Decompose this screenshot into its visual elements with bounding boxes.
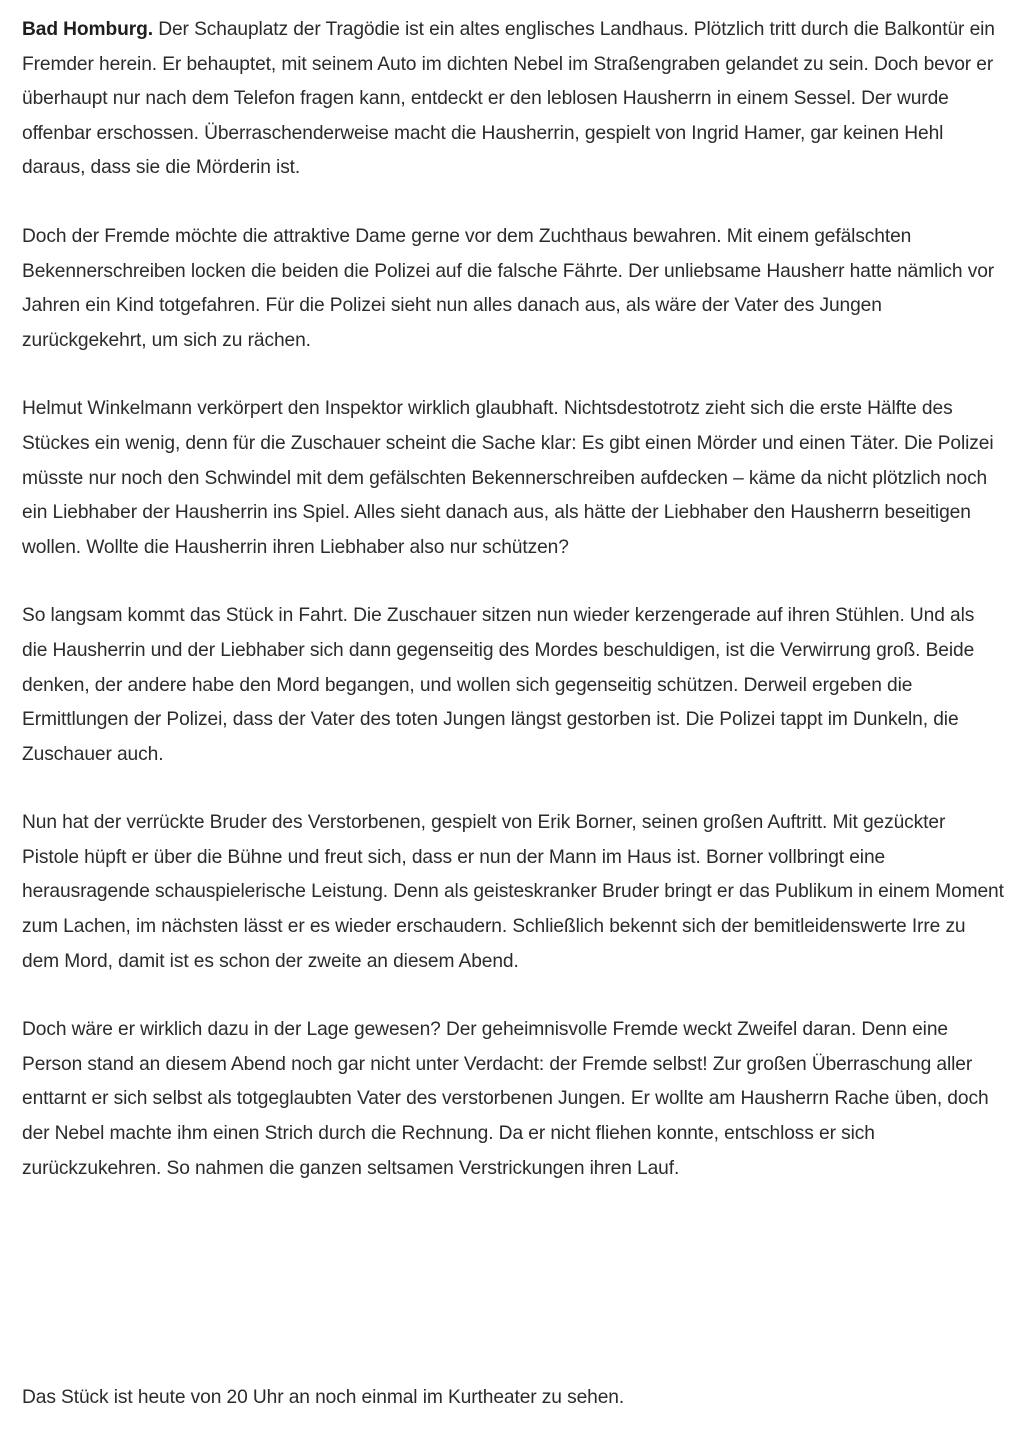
paragraph-1: [22, 13, 1004, 186]
paragraph-3: Helmut Winkelmann verkörpert den Inspektor wirklich glaubhaft. Nichtsdestotrotz zieht sich die erste Hälfte des Stückes ein wenig, denn für die Zuschauer scheint die Sache klar: Es gibt einen Mörder und einen Täter. Die Polizei müsste nur noch den Schwindel mit dem gefälschten Bekennerschreiben aufdecken – käme da nicht plötzlich noch ein Liebhaber der Hausherrin ins Spiel. Alles sieht danach aus, als hätte der Liebhaber den Hausherrn beseitigen wollen. Wollte die Hausherrin ihren Liebhaber also nur schützen?: [22, 398, 994, 558]
dateline: Bad Homburg.: [22, 19, 153, 40]
closing-note: Das Stück ist heute von 20 Uhr an noch einmal im Kurtheater zu sehen.: [22, 1387, 625, 1408]
article-body: [22, 13, 1004, 1220]
paragraph-6: Doch wäre er wirklich dazu in der Lage gewesen? Der geheimnisvolle Fremde weckt Zweifel daran. Denn eine Person stand an diesem Abend noch gar nicht unter Verdacht: der Fremde selbst! Zur großen Überraschung aller enttarnt er sich selbst als totgeglaubten Vater des verstorbenen Jungen. Er wollte am Hausherrn Rache üben, doch der Nebel machte ihm einen Strich durch die Rechnung. Da er nicht fliehen konnte, entschloss er sich zurückzukehren. So nahmen die ganzen seltsamen Verstrickungen ihren Lauf.: [22, 1019, 989, 1179]
paragraph-1-text: Der Schauplatz der Tragödie ist ein altes englisches Landhaus. Plötzlich tritt durch die Balkontür ein Fremder herein. Er behauptet, mit seinem Auto im dichten Nebel im Straßengraben gelandet zu sein. Doch bevor er überhaupt nur nach dem Telefon fragen kann, entdeckt er den leblosen Hausherrn in einem Sessel. Der wurde offenbar erschossen. Überraschenderweise macht die Hausherrin, gespielt von Ingrid Hamer, gar keinen Hehl daraus, dass sie die Mörderin ist.: [22, 19, 995, 179]
paragraph-5: Nun hat der verrückte Bruder des Verstorbenen, gespielt von Erik Borner, seinen großen Auftritt. Mit gezückter Pistole hüpft er über die Bühne und freut sich, dass er nun der Mann im Haus ist. Borner vollbringt eine herausragende schauspielerische Leistung. Denn als geisteskranker Bruder bringt er das Publikum in einem Moment zum Lachen, im nächsten lässt er es wieder erschaudern. Schließlich bekennt sich der bemitleidenswerte Irre zu dem Mord, damit ist es schon der zweite an diesem Abend.: [22, 812, 1004, 972]
paragraph-2: Doch der Fremde möchte die attraktive Dame gerne vor dem Zuchthaus bewahren. Mit einem gefälschten Bekennerschreiben locken die beiden die Polizei auf die falsche Fährte. Der unliebsame Hausherr hatte nämlich vor Jahren ein Kind totgefahren. Für die Polizei sieht nun alles danach aus, als wäre der Vater des Jungen zurückgekehrt, um sich zu rächen.: [22, 225, 995, 351]
paragraph-4: So langsam kommt das Stück in Fahrt. Die Zuschauer sitzen nun wieder kerzengerade auf ihren Stühlen. Und als die Hausherrin und der Liebhaber sich dann gegenseitig des Mordes beschuldigen, ist die Verwirrung groß. Beide denken, der andere habe den Mord begangen, und wollen sich gegenseitig schützen. Derweil ergeben die Ermittlungen der Polizei, dass der Vater des toten Jungen längst gestorben ist. Die Polizei tappt im Dunkeln, die Zuschauer auch.: [22, 605, 975, 765]
